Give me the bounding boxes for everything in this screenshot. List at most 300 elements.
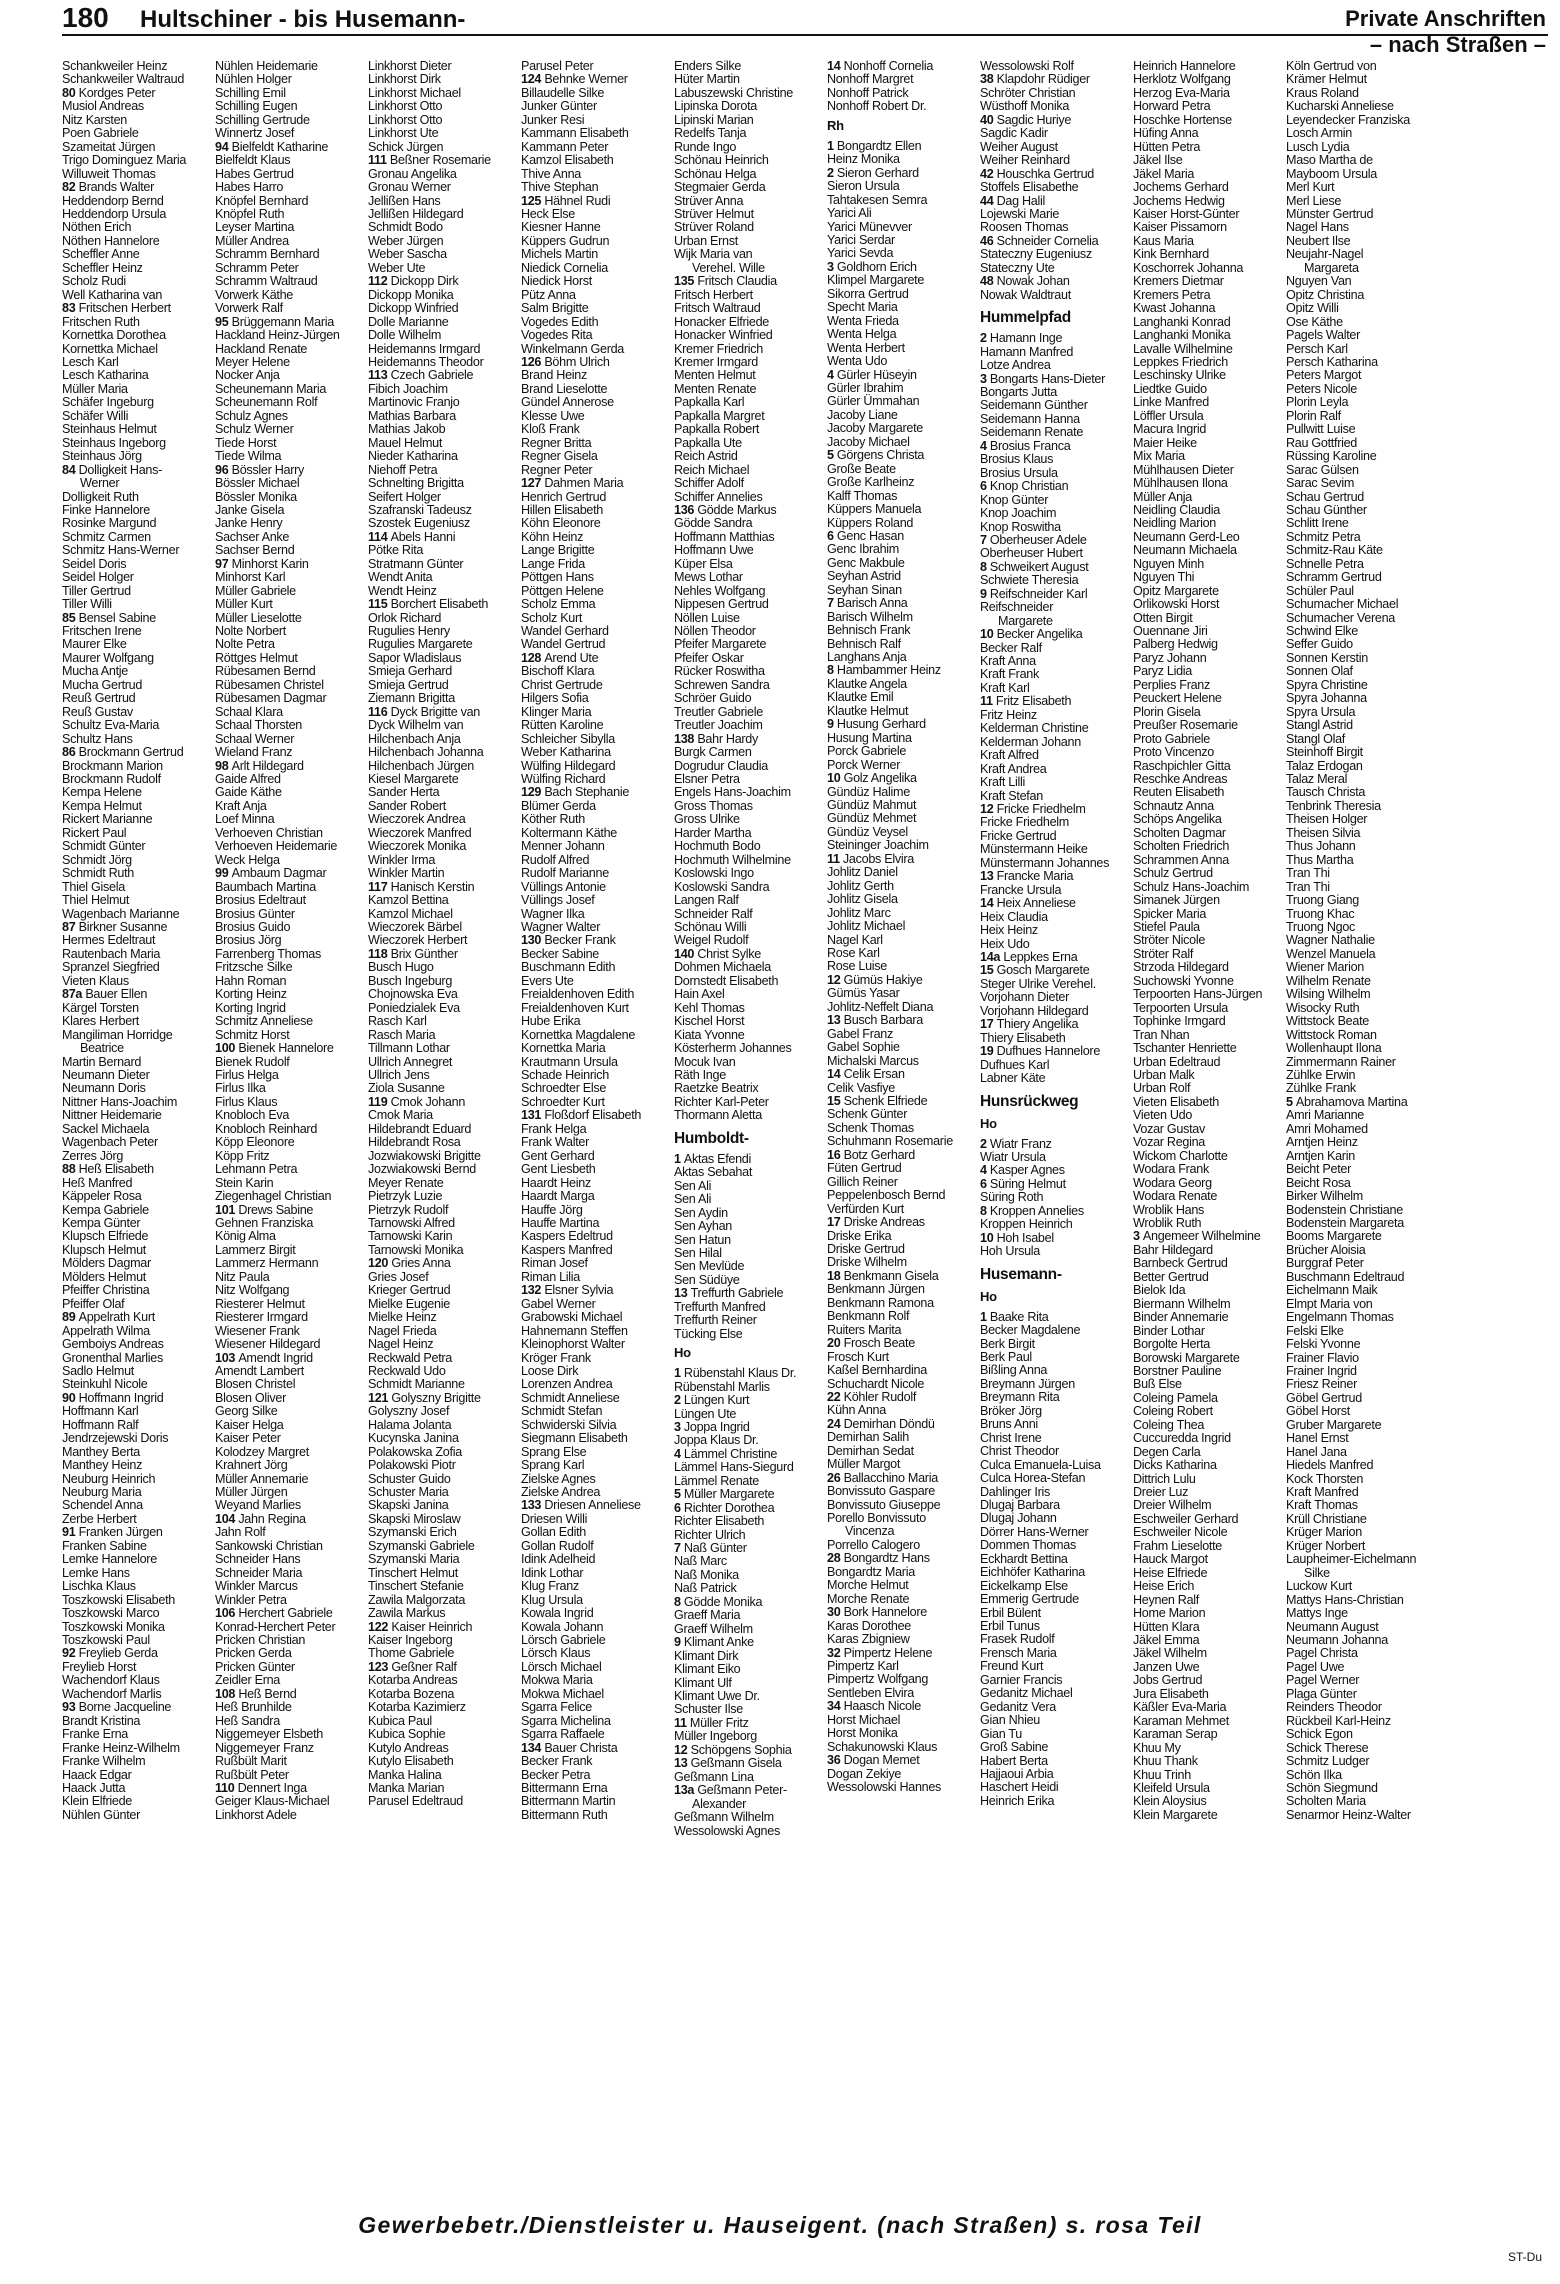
directory-entry [1286,1688,1454,1701]
directory-entry [368,652,536,665]
resident-name: Aktas Sebahat [674,1165,753,1180]
directory-entry [1286,1661,1454,1674]
directory-entry [215,1607,383,1620]
resident-name: Seffer Guido [1286,637,1353,652]
resident-name: Junker Günter [521,99,597,114]
directory-entry [827,853,995,866]
street-range: Hultschiner - bis Husemann- [140,6,466,33]
resident-name: Martinovic Franjo [368,395,460,410]
directory-entry [368,1002,536,1015]
directory-entry [1286,975,1454,988]
resident-name: Niggemeyer Elsbeth [215,1727,323,1742]
resident-name: Tran Thi [1286,866,1330,881]
resident-name: Richter Elisabeth [674,1514,765,1529]
directory-entry [980,561,1148,574]
directory-entry [62,1405,230,1418]
resident-name: Ströter Nicole [1133,933,1206,948]
directory-entry [62,854,230,867]
directory-entry [827,1512,995,1525]
resident-name: Nonhoff Margret [827,72,914,87]
directory-entry [980,924,1148,937]
resident-name: Dolle Marianne [368,314,449,329]
resident-name: Wieczorek Herbert [368,933,468,948]
directory-entry [215,585,383,598]
directory-entry [674,558,842,571]
directory-entry [827,530,995,543]
directory-entry [215,854,383,867]
resident-name: Niggemeyer Franz [215,1740,314,1755]
directory-entry [368,450,536,463]
directory-entry [215,1594,383,1607]
directory-entry [215,1419,383,1432]
directory-entry [674,612,842,625]
directory-entry [368,1755,536,1768]
directory-entry [368,800,536,813]
resident-name: Kolodzey Margret [215,1444,309,1459]
resident-name: Müller Maria [62,381,128,396]
directory-entry [62,1109,230,1122]
directory-entry [980,141,1148,154]
resident-name: Schmidt Ruth [62,866,134,881]
resident-name: Neumann Johanna [1286,1633,1388,1648]
directory-entry [1286,289,1454,302]
directory-entry [368,1446,536,1459]
resident-name: Thive Stephan [521,180,599,195]
resident-name: Klimant Dirk [674,1648,739,1663]
directory-entry [674,1247,842,1260]
resident-name: Mathias Barbara [368,408,456,423]
directory-entry [62,1082,230,1095]
resident-name: Morche Renate [827,1591,910,1606]
directory-entry [62,517,230,530]
resident-name: Heinrich Hannelore [1133,60,1236,73]
resident-name: Thiery Elisabeth [980,1030,1066,1045]
directory-entry [215,221,383,234]
house-number: 13a [674,1783,698,1798]
directory-entry [1133,208,1301,221]
directory-entry [674,1703,842,1716]
resident-name: Klimant Anke [683,1635,754,1650]
directory-entry [62,692,230,705]
resident-name: Papkalla Karl [674,395,745,410]
directory-entry [674,1582,842,1595]
directory-entry [521,73,689,86]
resident-name: Bienek Rudolf [215,1054,290,1069]
resident-name: Kaus Maria [1133,233,1194,248]
directory-entry [827,194,995,207]
directory-entry [521,1069,689,1082]
resident-name: Heß Manfred [62,1175,133,1190]
resident-name: Scheunemann Maria [215,381,327,396]
resident-name: Szameitat Jürgen [62,139,156,154]
street-heading: Humboldt- [674,1129,749,1147]
resident-name: Schmitz Hans-Werner [62,543,180,558]
resident-name: Große Beate [827,461,896,476]
directory-entry [1286,1419,1454,1432]
resident-name: Steger Ulrike Verehel. [980,976,1096,991]
directory-entry [368,638,536,651]
resident-name: Klug Ursula [521,1592,583,1607]
resident-name: Köther Ruth [521,812,585,827]
directory-entry [1286,1378,1454,1391]
directory-entry [1133,908,1301,921]
resident-name: Linkhorst Dirk [368,72,441,87]
directory-entry [674,195,842,208]
house-number: 92 [62,1646,79,1661]
resident-name: Krämer Helmut [1286,72,1367,87]
directory-entry [1133,87,1301,100]
directory-entry [521,1661,689,1674]
directory-entry [674,1069,842,1082]
directory-entry [980,507,1148,520]
directory-entry [1286,881,1454,894]
directory-entry [980,978,1148,991]
resident-name: Smieja Gertrud [368,677,449,692]
resident-name: Toszkowski Marco [62,1606,160,1621]
resident-name: Pagel Werner [1286,1673,1360,1688]
directory-entry [368,1540,536,1553]
directory-entry [674,1542,842,1555]
resident-name: Hoffmann Uwe [674,543,754,558]
directory-entry [827,1593,995,1606]
directory-entry [1133,369,1301,382]
resident-name: Steinkuhl Nicole [62,1377,148,1392]
resident-name: Schilling Emil [215,85,286,100]
resident-name: Zerres Jörg [62,1148,124,1163]
directory-entry [62,961,230,974]
directory-entry [521,612,689,625]
directory-column [368,60,536,2206]
directory-entry [368,1580,536,1593]
directory-entry [1286,1365,1454,1378]
resident-name: Rübenstahl Marlis [674,1379,770,1394]
house-number: 9 [827,717,837,732]
resident-name: Weigel Rudolf [674,933,749,948]
resident-name: Gürler Hüseyin [836,367,917,382]
resident-name: Sonnen Kerstin [1286,650,1368,665]
directory-entry [980,776,1148,789]
directory-entry [674,1623,842,1636]
resident-name: Zeidler Erna [215,1673,280,1688]
directory-entry [215,396,383,409]
resident-name: Linkhorst Ute [368,126,439,141]
resident-name: Gaide Alfred [215,772,281,787]
directory-entry [62,1392,230,1405]
directory-entry [521,248,689,261]
directory-entry [1133,275,1301,288]
resident-name: Pimpertz Karl [827,1659,899,1674]
house-number: 18 [827,1268,844,1283]
resident-name: Khuu My [1133,1740,1181,1755]
directory-entry [521,195,689,208]
directory-entry [215,1553,383,1566]
directory-entry [980,1338,1148,1351]
directory-entry [1133,1284,1301,1297]
directory-entry [215,652,383,665]
resident-name: Schankweiler Heinz [62,60,168,73]
resident-name: Stateczny Eugeniusz [980,247,1092,262]
resident-name: Szymanski Gabriele [368,1538,475,1553]
directory-entry [1286,410,1454,423]
resident-name: Schuster Guido [368,1471,451,1486]
directory-entry [1286,1230,1454,1243]
directory-entry [674,706,842,719]
house-number: 122 [368,1619,392,1634]
directory-entry [62,316,230,329]
resident-name: Urban Ernst [674,233,738,248]
resident-name: Pricken Gerda [215,1646,292,1661]
directory-entry [215,908,383,921]
directory-entry [1286,813,1454,826]
directory-entry [827,1351,995,1364]
resident-name: Jellißen Hans [368,193,441,208]
directory-entry [827,947,995,960]
directory-entry [674,1180,842,1193]
resident-name: Heddendorp Ursula [62,206,167,221]
resident-name: Röttges Helmut [215,650,298,665]
resident-name: Karaman Mehmet [1133,1713,1229,1728]
resident-name: Thive Anna [521,166,582,181]
house-number: 127 [521,476,545,491]
resident-name: Idink Adelheid [521,1552,596,1567]
resident-name: Reuß Gertrud [62,691,136,706]
directory-entry [827,597,995,610]
directory-entry [1286,517,1454,530]
directory-entry [1286,1594,1454,1607]
resident-name: Seyhan Sinan [827,582,902,597]
publisher-code: ST-Du [1507,2250,1542,2264]
directory-entry [521,692,689,705]
resident-name: Reckwald Petra [368,1350,452,1365]
directory-entry [1286,706,1454,719]
directory-entry [674,1569,842,1582]
directory-entry [521,1136,689,1149]
directory-entry [1286,464,1454,477]
resident-name: Breymann Jürgen [980,1376,1075,1391]
directory-entry [827,1633,995,1646]
resident-name: Müller Margarete [683,1487,775,1502]
resident-name: Schönau Willi [674,920,747,934]
resident-name: Küppers Manuela [827,502,922,517]
directory-entry [827,221,995,234]
resident-name: Herzog Eva-Maria [1133,85,1230,100]
resident-name: Berk Paul [980,1349,1032,1364]
directory-entry [62,827,230,840]
directory-entry [980,682,1148,695]
resident-name: Nolte Petra [215,637,275,652]
resident-name: Neujahr-Nagel [1286,247,1364,262]
resident-name: Coleing Pamela [1133,1390,1218,1405]
resident-name: Eschweiler Nicole [1133,1525,1228,1540]
directory-entry [1286,1526,1454,1539]
house-number: 38 [980,72,997,87]
directory-entry [1286,235,1454,248]
resident-name: Schnelle Petra [1286,556,1364,571]
resident-name: Rickert Marianne [62,812,153,827]
resident-name: Herchert Gabriele [238,1606,333,1621]
resident-name: Werner [80,476,120,491]
resident-name: Neuburg Maria [62,1485,142,1500]
directory-entry [980,857,1148,870]
resident-name: Nagel Karl [827,932,883,947]
resident-name: Francke Maria [996,869,1074,884]
directory-entry [674,127,842,140]
resident-name: Reinders Theodor [1286,1700,1382,1715]
directory-entry [1286,598,1454,611]
directory-entry [827,274,995,287]
directory-entry [1133,1177,1301,1190]
resident-name: Biermann Wilhelm [1133,1296,1231,1311]
directory-entry [827,920,995,933]
directory-entry [521,921,689,934]
directory-column [1133,60,1301,2206]
resident-name: Hilchenbach Johanna [368,745,484,760]
directory-entry [827,315,995,328]
directory-entry [215,638,383,651]
resident-name: Orlikowski Horst [1133,597,1220,612]
resident-name: Suchowski Yvonne [1133,973,1234,988]
resident-name: Seidel Doris [62,556,127,571]
resident-name: Bonvissuto Giuseppe [827,1497,941,1512]
resident-name: Frasek Rudolf [980,1632,1055,1647]
resident-name: Kösterherm Johannes [674,1041,792,1056]
directory-entry [215,531,383,544]
directory-entry [1286,1163,1454,1176]
resident-name: Nonhoff Patrick [827,85,909,100]
directory-entry [521,1809,689,1822]
directory-entry [62,625,230,638]
directory-entry [62,1688,230,1701]
directory-entry [1133,343,1301,356]
resident-name: Lörsch Gabriele [521,1633,606,1648]
directory-entry [980,181,1148,194]
directory-entry [1133,625,1301,638]
directory-entry [368,1688,536,1701]
directory-entry [674,813,842,826]
resident-name: Dommen Thomas [980,1538,1076,1553]
resident-name: Fritz Elisabeth [995,694,1072,709]
directory-entry [1133,1513,1301,1526]
directory-entry [827,1055,995,1068]
resident-name: Gabel Franz [827,1026,893,1041]
directory-entry [827,1781,995,1794]
resident-name: Müller Gabriele [215,583,296,598]
directory-entry [62,1136,230,1149]
directory-entry [368,154,536,167]
resident-name: Blosen Oliver [215,1390,286,1405]
directory-entry [1286,1311,1454,1324]
directory-entry [62,813,230,826]
resident-name: Merl Kurt [1286,180,1335,195]
directory-entry [674,598,842,611]
resident-name: Mielke Eugenie [368,1296,450,1311]
directory-entry [827,745,995,758]
resident-name: Papkalla Margret [674,408,765,423]
house-number: 129 [521,785,545,800]
directory-entry [215,1688,383,1701]
resident-name: Winkler Irma [368,852,436,867]
directory-entry [980,221,1148,234]
directory-entry [62,706,230,719]
resident-name: Brand Heinz [521,368,588,383]
resident-name: Löffler Ursula [1133,408,1204,423]
resident-name: Gabel Werner [521,1296,596,1311]
resident-name: Krieger Gertrud [368,1283,451,1298]
resident-name: Elmpt Maria von [1286,1296,1373,1311]
resident-name: Schneider Cornelia [996,233,1099,248]
resident-name: Scheunemann Rolf [215,395,318,410]
resident-name: Toszkowski Monika [62,1619,165,1634]
resident-name: Skapski Janina [368,1498,449,1513]
directory-entry [62,87,230,100]
directory-entry [1286,504,1454,517]
resident-name: Better Gertrud [1133,1269,1209,1284]
resident-name: Brockmann Gertrud [78,745,184,760]
resident-name: Celik Ersan [843,1067,905,1082]
resident-name: Dufhues Karl [980,1057,1050,1072]
directory-entry [674,1109,842,1122]
directory-entry [1286,1607,1454,1620]
directory-entry [1133,1271,1301,1284]
resident-name: Schuster Ilse [674,1702,743,1717]
resident-name: Hoffmann Karl [62,1404,139,1419]
directory-entry [368,127,536,140]
directory-entry [674,1609,842,1622]
resident-name: Sankowski Christian [215,1538,323,1553]
resident-name: Sachser Bernd [215,543,295,558]
directory-entry [674,786,842,799]
resident-name: Christ Theodor [980,1444,1059,1459]
directory-entry [62,585,230,598]
resident-name: Bössler Harry [231,462,304,477]
resident-name: Wiener Marion [1286,960,1364,975]
resident-name: Dickopp Dirk [390,274,459,289]
resident-name: Janke Gisela [215,502,285,517]
house-number: 136 [674,502,698,517]
directory-entry [368,1217,536,1230]
resident-name: Becker Sabine [521,946,600,961]
resident-name: Hildebrandt Eduard [368,1121,472,1136]
resident-name: Poen Gabriele [62,126,139,141]
directory-entry [521,773,689,786]
directory-entry [980,1499,1148,1512]
directory-entry [980,1633,1148,1646]
resident-name: Niedick Horst [521,274,592,289]
directory-entry [1133,975,1301,988]
house-number: 13 [674,1756,691,1771]
directory-entry [827,1458,995,1471]
directory-entry [674,1663,842,1676]
resident-name: Nehles Wolfgang [674,583,766,598]
resident-name: Borchert Elisabeth [390,597,489,612]
directory-entry [368,302,536,315]
directory-entry [827,1230,995,1243]
house-number: 135 [674,274,698,289]
directory-entry [980,332,1148,345]
resident-name: Zielske Agnes [521,1471,596,1486]
resident-name: Kempa Helmut [62,798,142,813]
directory-entry [368,1082,536,1095]
directory-entry [674,1408,842,1421]
directory-entry [980,1138,1148,1151]
resident-name: Jobs Gertrud [1133,1673,1203,1688]
directory-entry [1286,612,1454,625]
directory-entry [62,638,230,651]
resident-name: Horst Michael [827,1712,901,1727]
resident-name: Schiffer Adolf [674,476,744,491]
resident-name: Schramm Peter [215,260,299,275]
directory-column [521,60,689,2206]
